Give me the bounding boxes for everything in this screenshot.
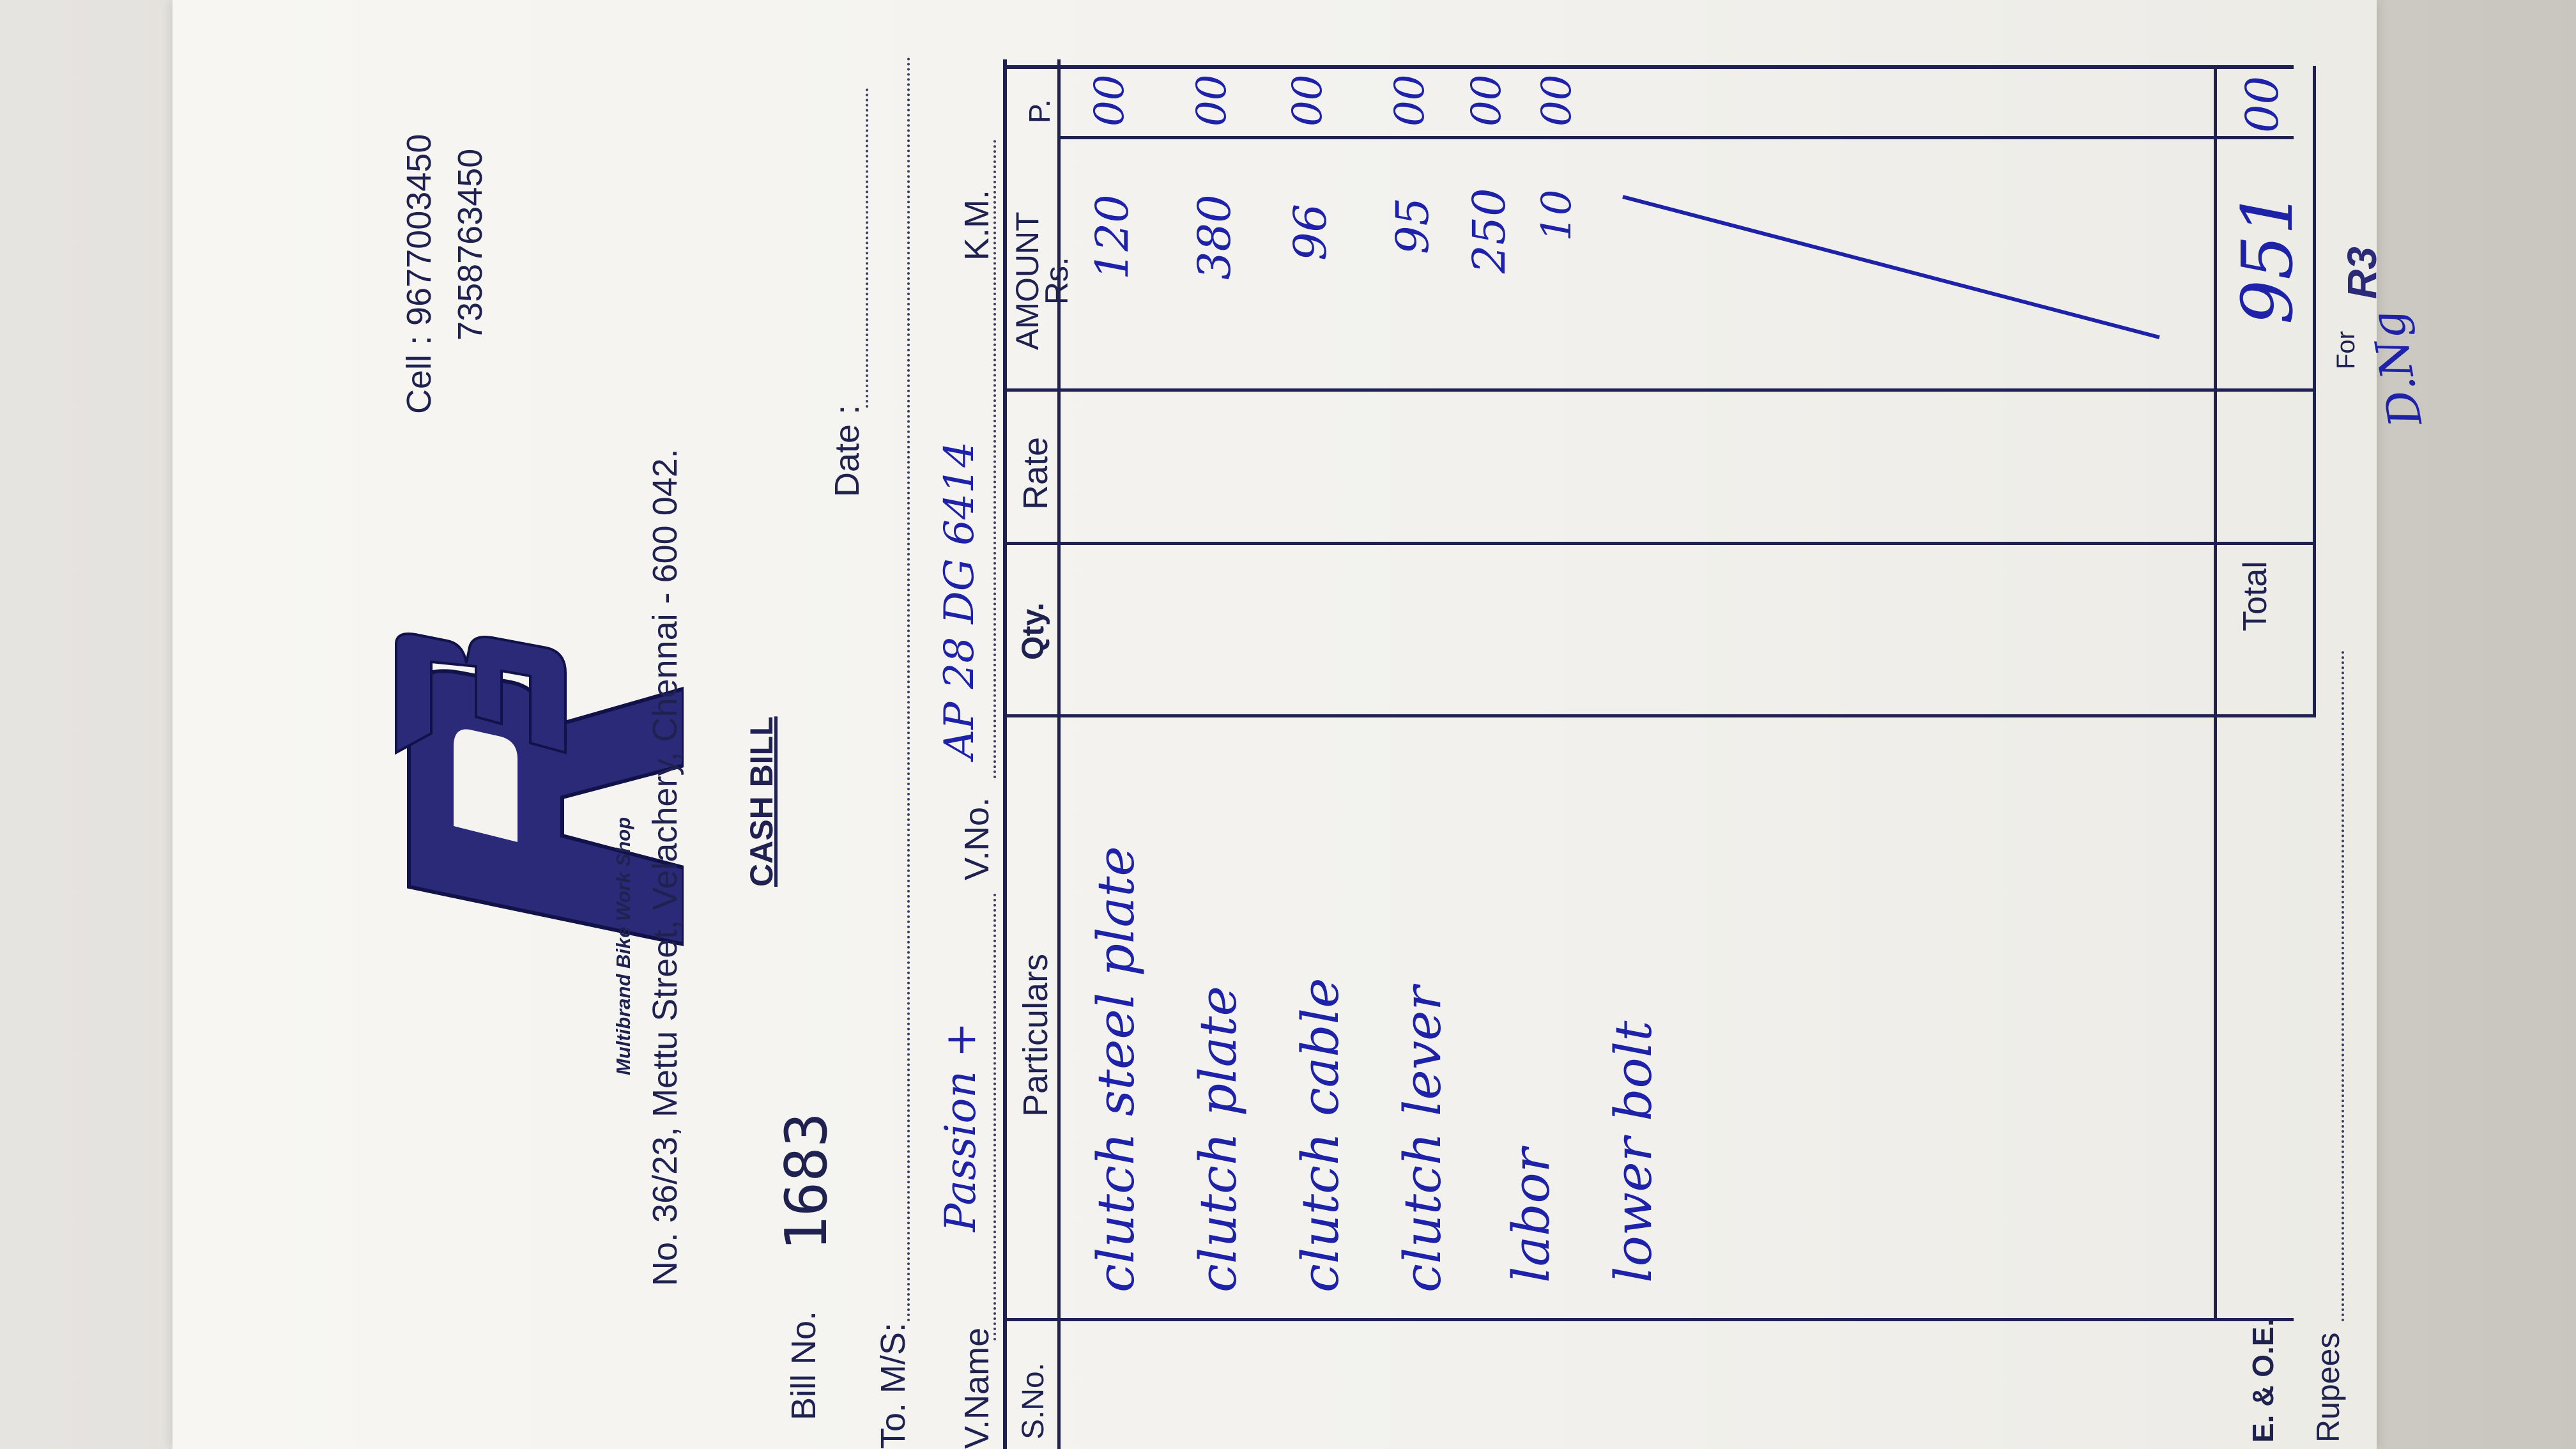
date-label: Date : xyxy=(828,404,866,497)
total-row-bottom xyxy=(2313,66,2316,717)
shop-tagline: Multibrand Bike Work Shop xyxy=(612,816,634,1075)
for-label: For xyxy=(2332,331,2360,369)
to-ms-field xyxy=(907,56,910,1321)
vno-value: AP 28 DG 6414 xyxy=(936,441,983,759)
rupees-label: Rupees xyxy=(2310,1332,2346,1443)
header-sno: S.No. xyxy=(1016,1362,1050,1439)
col-divider-sno xyxy=(1003,1318,2294,1321)
row-6-particular: lower bolt xyxy=(1604,1020,1663,1283)
row-3-rs: 96 xyxy=(1284,203,1337,261)
col-divider-particulars xyxy=(1003,714,2313,717)
row-4-particular: clutch lever xyxy=(1393,986,1452,1292)
header-amount-label: AMOUNT xyxy=(1009,211,1045,350)
header-amount xyxy=(1009,211,1075,350)
cash-bill-receipt xyxy=(172,0,2433,1449)
small-logo: R3 xyxy=(2339,247,2385,299)
header-paise: P. xyxy=(1023,99,1056,123)
row-2-particular: clutch plate xyxy=(1188,986,1248,1292)
row-4-p: 00 xyxy=(1386,74,1434,126)
row-5-p: 00 xyxy=(1463,74,1510,126)
total-label: Total xyxy=(2237,561,2274,631)
row-6-rs: 10 xyxy=(1533,189,1581,241)
date-field xyxy=(866,88,868,408)
row-2-rs: 380 xyxy=(1188,194,1241,280)
signature: D.Ng xyxy=(2360,307,2433,431)
row-1-p: 00 xyxy=(1086,74,1133,126)
row-2-p: 00 xyxy=(1188,74,1236,126)
header-particulars: Particulars xyxy=(1016,953,1055,1117)
km-label: K.M. xyxy=(958,189,996,261)
row-3-p: 00 xyxy=(1284,74,1331,126)
total-rs: 951 xyxy=(2227,190,2308,325)
bill-type: CASH BILL xyxy=(744,716,779,887)
row-4-rs: 95 xyxy=(1386,197,1439,254)
cell-number: Cell : 9677003450 xyxy=(400,134,438,414)
cell-number-2: 7358763450 xyxy=(451,148,489,341)
vno-label: V.No. xyxy=(958,797,996,880)
table-right-border xyxy=(1003,65,2294,69)
row-1-particular: clutch steel plate xyxy=(1086,846,1146,1292)
header-rate: Rate xyxy=(1016,436,1055,510)
vname-field xyxy=(993,893,996,1340)
bill-no: 1683 xyxy=(773,1112,840,1251)
vname-value: Passion + xyxy=(936,1022,985,1232)
total-row-top xyxy=(2214,66,2217,1321)
vname-label: V.Name xyxy=(958,1327,996,1449)
eoe-note: E. & O.E. xyxy=(2246,1318,2280,1443)
row-5-particular: labor xyxy=(1501,1148,1561,1283)
header-qty: Qty. xyxy=(1016,602,1050,660)
to-ms-label: To. M/S: xyxy=(874,1322,912,1449)
rupees-field xyxy=(2342,650,2344,1321)
col-divider-paise xyxy=(1061,136,2294,139)
col-divider-rate xyxy=(1003,388,2313,392)
strike-through-line xyxy=(1616,171,2166,363)
header-amount-rs: Rs. xyxy=(1039,257,1075,305)
row-5-rs: 250 xyxy=(1463,188,1515,273)
bill-no-label: Bill No. xyxy=(785,1310,823,1420)
r3-logo xyxy=(383,631,684,963)
table-top-border xyxy=(1003,59,1007,1449)
row-6-p: 00 xyxy=(1533,74,1581,126)
shop-address: No. 36/23, Mettu Street, Velachery, Chennai - 600 042. xyxy=(646,448,684,1286)
row-3-particular: clutch cable xyxy=(1291,977,1350,1292)
row-1-rs: 120 xyxy=(1086,194,1138,280)
col-divider-qty xyxy=(1003,542,2313,545)
total-p: 00 xyxy=(2236,75,2288,133)
